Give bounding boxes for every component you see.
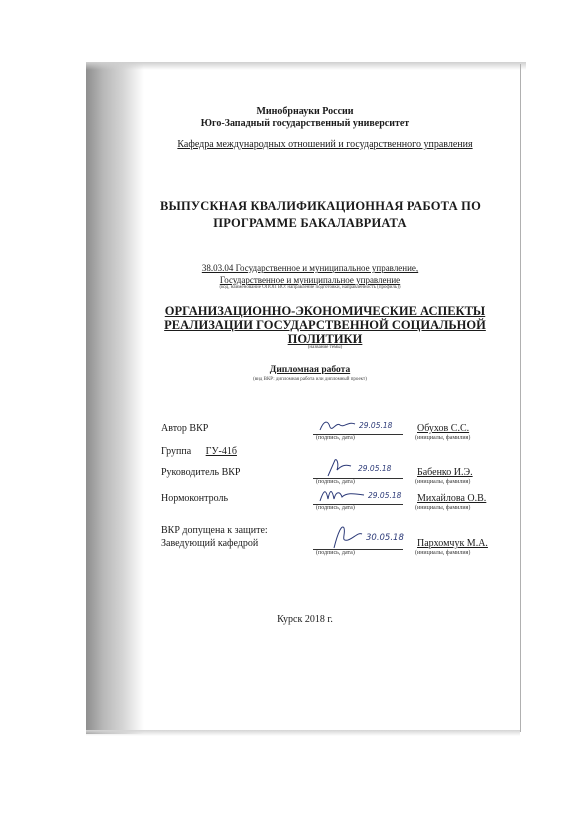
supervisor-date: 29.05.18	[358, 464, 392, 473]
group-label: Группа	[161, 446, 192, 457]
city-year: Курск 2018 г.	[277, 614, 333, 625]
head-sign-caption: (подпись, дата)	[316, 550, 355, 556]
group-row	[161, 446, 237, 457]
direction-code: 38.03.04 Государственное и муниципальное управление,	[201, 263, 419, 273]
head-name-caption: (инициалы, фамилия)	[415, 550, 471, 556]
direction-block	[160, 262, 460, 286]
topic-caption: (название темы)	[307, 345, 343, 350]
supervisor-name: Бабенко И.Э.	[417, 467, 473, 478]
head-label: Заведующий кафедрой	[161, 538, 259, 549]
author-sign-caption: (подпись, дата)	[316, 435, 355, 441]
scan-shadow	[86, 62, 144, 734]
normcontrol-date: 29.05.18	[368, 491, 402, 500]
direction-profile: Государственное и муниципальное управление	[219, 275, 401, 285]
work-type-title: ВЫПУСКНАЯ КВАЛИФИКАЦИОННАЯ РАБОТА ПО ПРОГРАММЕ БАКАЛАВРИАТА	[160, 199, 481, 230]
supervisor-sign-caption: (подпись, дата)	[316, 479, 355, 485]
header-block	[160, 106, 450, 130]
normcontrol-name-caption: (инициалы, фамилия)	[415, 505, 471, 511]
work-kind-caption: (вид ВКР: дипломная работа или дипломный проект)	[253, 377, 367, 382]
supervisor-signature	[325, 456, 355, 480]
normcontrol-label: Нормоконтроль	[161, 493, 229, 504]
supervisor-label: Руководитель ВКР	[161, 467, 241, 478]
direction-caption: (код, наименование ОПОП ВО: направление подготовки, направленность (профиль))	[219, 285, 401, 290]
author-date: 29.05.18	[359, 421, 393, 430]
normcontrol-name: Михайлова О.В.	[417, 493, 487, 504]
ministry-name: Минобрнауки России	[256, 106, 354, 117]
author-label: Автор ВКР	[161, 423, 209, 434]
group-value: ГУ-41б	[205, 446, 237, 457]
head-signature	[330, 522, 366, 550]
admitted-label: ВКР допущена к защите:	[161, 525, 268, 536]
normcontrol-sign-caption: (подпись, дата)	[316, 505, 355, 511]
university-name: Юго-Западный государственный университет	[200, 118, 410, 129]
normcontrol-signature	[318, 485, 368, 505]
head-name: Пархомчук М.А.	[417, 538, 488, 549]
topic-title: ОРГАНИЗАЦИОННО-ЭКОНОМИЧЕСКИЕ АСПЕКТЫ РЕАЛИЗАЦИИ ГОСУДАРСТВЕННОЙ СОЦИАЛЬНОЙ ПОЛИТИКИ	[164, 304, 486, 346]
head-date: 30.05.18	[366, 533, 404, 543]
page-edge	[520, 64, 521, 732]
author-name-caption: (инициалы, фамилия)	[415, 435, 471, 441]
department-name: Кафедра международных отношений и государственного управления	[177, 139, 473, 150]
page-bottom-edge	[86, 730, 520, 736]
author-signature	[318, 418, 358, 434]
work-kind: Дипломная работа	[269, 365, 351, 375]
author-name: Обухов С.С.	[417, 423, 470, 434]
scan-shadow-top	[86, 62, 526, 70]
supervisor-name-caption: (инициалы, фамилия)	[415, 479, 471, 485]
